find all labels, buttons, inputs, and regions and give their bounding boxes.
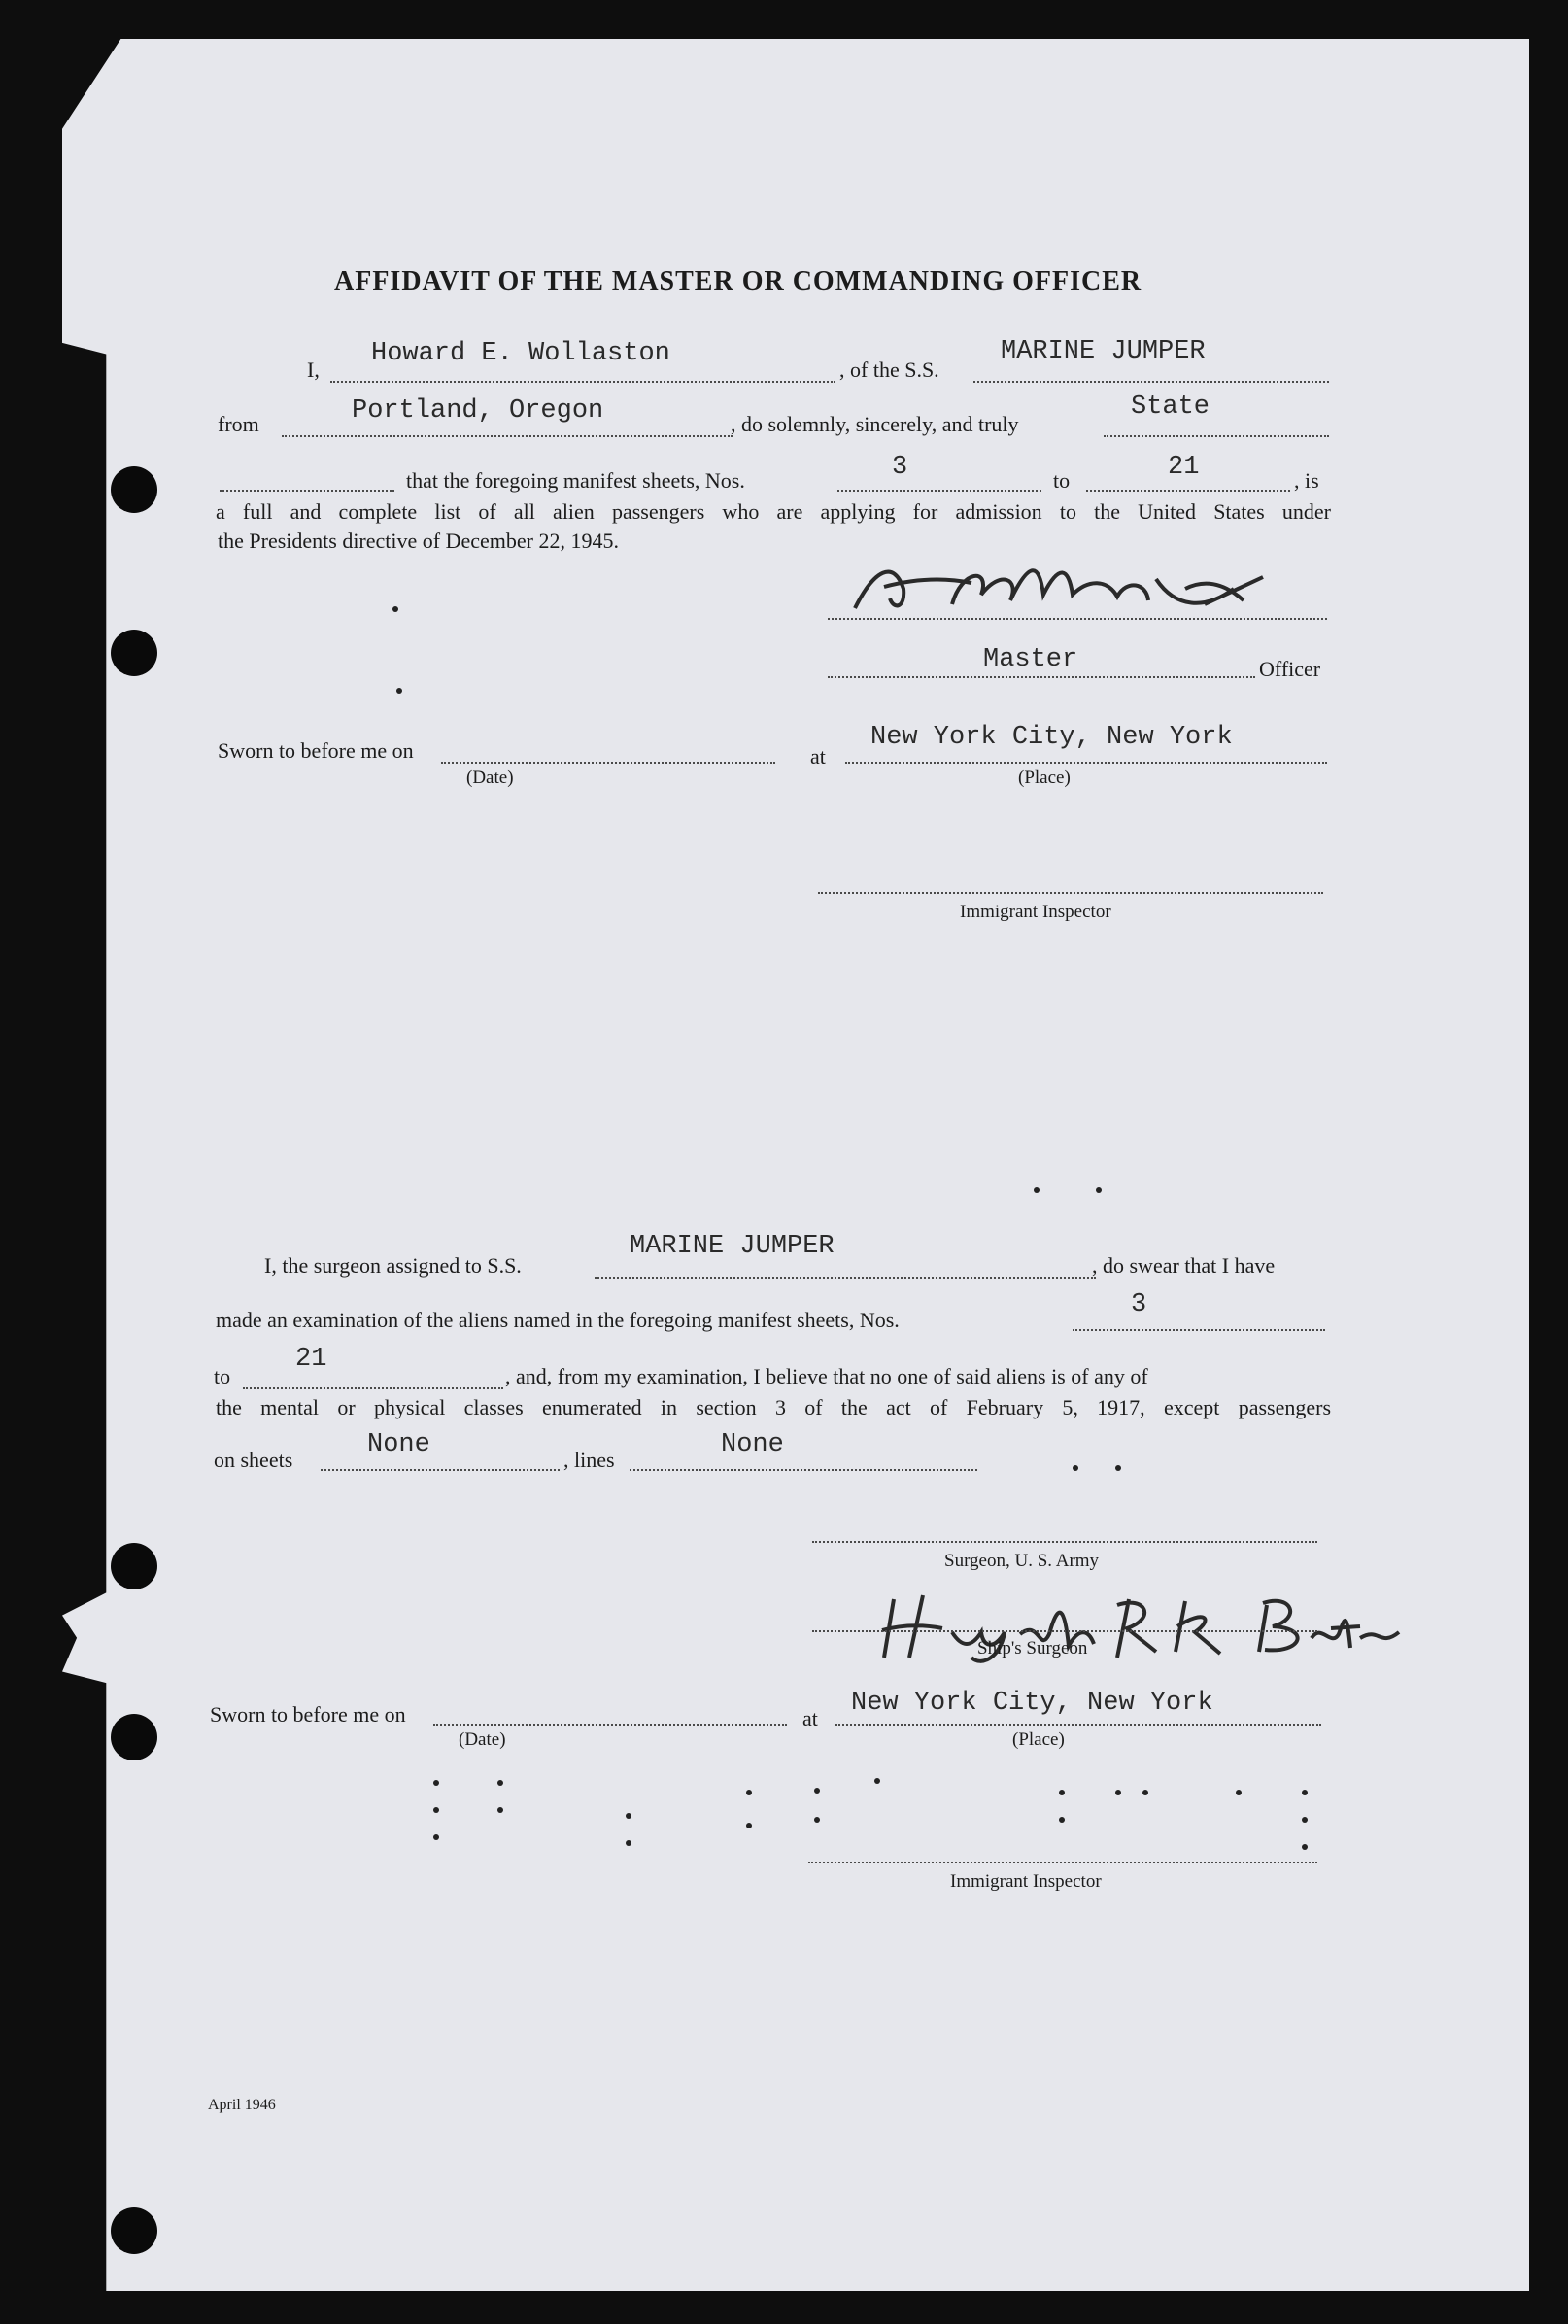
bleed-dot	[1034, 1187, 1040, 1193]
surgeon-sheet-to-field: 21	[295, 1345, 327, 1374]
bleed-dot	[626, 1813, 631, 1819]
from-label: from	[218, 412, 259, 436]
blank-line	[220, 490, 394, 492]
master-signature-line	[828, 618, 1327, 620]
date-line	[441, 762, 775, 764]
place-field: New York City, New York	[870, 723, 1233, 752]
affidavit-body-line1: a full and complete list of all alien passengers who are applying for admission to the United States under	[216, 499, 1331, 524]
is-label: , is	[1294, 468, 1319, 493]
place-line	[845, 762, 1327, 764]
surgeon-signature	[874, 1589, 1418, 1667]
ship-name-line	[973, 381, 1329, 383]
bleed-dot	[1302, 1844, 1308, 1850]
master-name-line	[330, 381, 835, 383]
punch-hole	[111, 466, 157, 513]
exam-label: made an examination of the aliens named in the foregoing manifest sheets, Nos.	[216, 1308, 900, 1332]
solemnly-label: , do solemnly, sincerely, and truly	[731, 412, 1019, 436]
surgeon-body-line: the mental or physical classes enumerated in section 3 of the act of February 5, 1917, except passengers	[216, 1395, 1331, 1419]
bleed-dot	[433, 1780, 439, 1786]
surgeon-place-line	[835, 1724, 1321, 1726]
punch-hole	[111, 630, 157, 676]
sheet-to-field: 21	[1168, 453, 1200, 482]
bleed-dot	[1073, 1465, 1078, 1471]
army-caption: Surgeon, U. S. Army	[944, 1551, 1100, 1571]
of-ss-label: , of the S.S.	[839, 358, 939, 382]
form-date: April 1946	[208, 2097, 276, 2113]
surgeon-i-label: I, the surgeon assigned to S.S.	[264, 1253, 522, 1278]
master-name-field: Howard E. Wollaston	[371, 339, 670, 368]
role-field: Master	[983, 645, 1078, 674]
bleed-dot	[433, 1807, 439, 1813]
lines-field: None	[721, 1430, 784, 1459]
bleed-dot	[1115, 1465, 1121, 1471]
state-line	[1104, 435, 1329, 437]
surgeon-inspector-line	[808, 1862, 1317, 1863]
ships-surgeon-line	[812, 1630, 1317, 1632]
bleed-dot	[746, 1823, 752, 1828]
surgeon-date-line	[433, 1724, 787, 1726]
sheet-from-line	[837, 490, 1041, 492]
surgeon-inspector-caption: Immigrant Inspector	[950, 1871, 1102, 1892]
bleed-dot	[1096, 1187, 1102, 1193]
surgeon-sworn-label: Sworn to before me on	[210, 1702, 406, 1726]
bleed-dot	[626, 1840, 631, 1846]
sheet-to-line	[1086, 490, 1290, 492]
bleed-dot	[814, 1817, 820, 1823]
bleed-dot	[396, 688, 402, 694]
state-field: State	[1131, 393, 1210, 422]
inspector-caption: Immigrant Inspector	[960, 902, 1111, 922]
officer-label: Officer	[1259, 657, 1321, 681]
bleed-dot	[433, 1834, 439, 1840]
surgeon-date-caption: (Date)	[459, 1729, 506, 1750]
bleed-dot	[814, 1788, 820, 1794]
bleed-dot	[497, 1807, 503, 1813]
punch-hole	[111, 1714, 157, 1760]
inspector-line	[818, 892, 1323, 894]
bleed-dot	[1302, 1817, 1308, 1823]
bleed-dot	[1302, 1790, 1308, 1795]
surgeon-ship-line	[595, 1277, 1096, 1279]
ship-name-field: MARINE JUMPER	[1001, 337, 1206, 366]
punch-hole	[111, 2207, 157, 2254]
surgeon-sheet-to-line	[243, 1387, 503, 1389]
lines-label: , lines	[563, 1448, 615, 1472]
at-label: at	[810, 744, 826, 769]
sworn-label: Sworn to before me on	[218, 738, 414, 763]
surgeon-at-label: at	[802, 1706, 818, 1730]
date-caption: (Date)	[466, 768, 514, 788]
affidavit-title: AFFIDAVIT OF THE MASTER OR COMMANDING OFFICER	[334, 266, 1142, 296]
bleed-dot	[874, 1778, 880, 1784]
army-surgeon-line	[812, 1541, 1317, 1543]
swear-label: , do swear that I have	[1092, 1253, 1276, 1278]
bleed-dot	[1236, 1790, 1242, 1795]
surgeon-place-field: New York City, New York	[851, 1689, 1213, 1718]
port-field: Portland, Oregon	[352, 396, 604, 426]
sheets-field: None	[367, 1430, 430, 1459]
bleed-dot	[1059, 1817, 1065, 1823]
punch-hole	[111, 1543, 157, 1589]
bleed-dot	[1115, 1790, 1121, 1795]
surgeon-sheet-from-field: 3	[1131, 1290, 1147, 1319]
place-caption: (Place)	[1018, 768, 1071, 788]
role-line	[828, 676, 1255, 678]
foregoing-label: that the foregoing manifest sheets, Nos.	[406, 468, 745, 493]
surgeon-to-label: to	[214, 1364, 231, 1388]
bleed-dot	[1059, 1790, 1065, 1795]
i-label: I,	[307, 358, 320, 382]
bleed-dot	[497, 1780, 503, 1786]
sheets-line	[321, 1469, 560, 1471]
ships-caption: Ship's Surgeon	[977, 1638, 1088, 1658]
port-line	[282, 435, 733, 437]
master-signature	[835, 550, 1341, 628]
to-label: to	[1053, 468, 1071, 493]
lines-line	[630, 1469, 977, 1471]
bleed-dot	[392, 606, 398, 612]
surgeon-ship-field: MARINE JUMPER	[630, 1232, 835, 1261]
belief-label: , and, from my examination, I believe that no one of said aliens is of any of	[505, 1364, 1148, 1388]
affidavit-body-line2: the Presidents directive of December 22, 1945.	[218, 529, 619, 553]
bleed-dot	[746, 1790, 752, 1795]
surgeon-place-caption: (Place)	[1012, 1729, 1065, 1750]
surgeon-sheet-from-line	[1073, 1329, 1325, 1331]
bleed-dot	[1142, 1790, 1148, 1795]
document-page	[62, 39, 1529, 2291]
sheet-from-field: 3	[892, 453, 908, 482]
on-sheets-label: on sheets	[214, 1448, 293, 1472]
